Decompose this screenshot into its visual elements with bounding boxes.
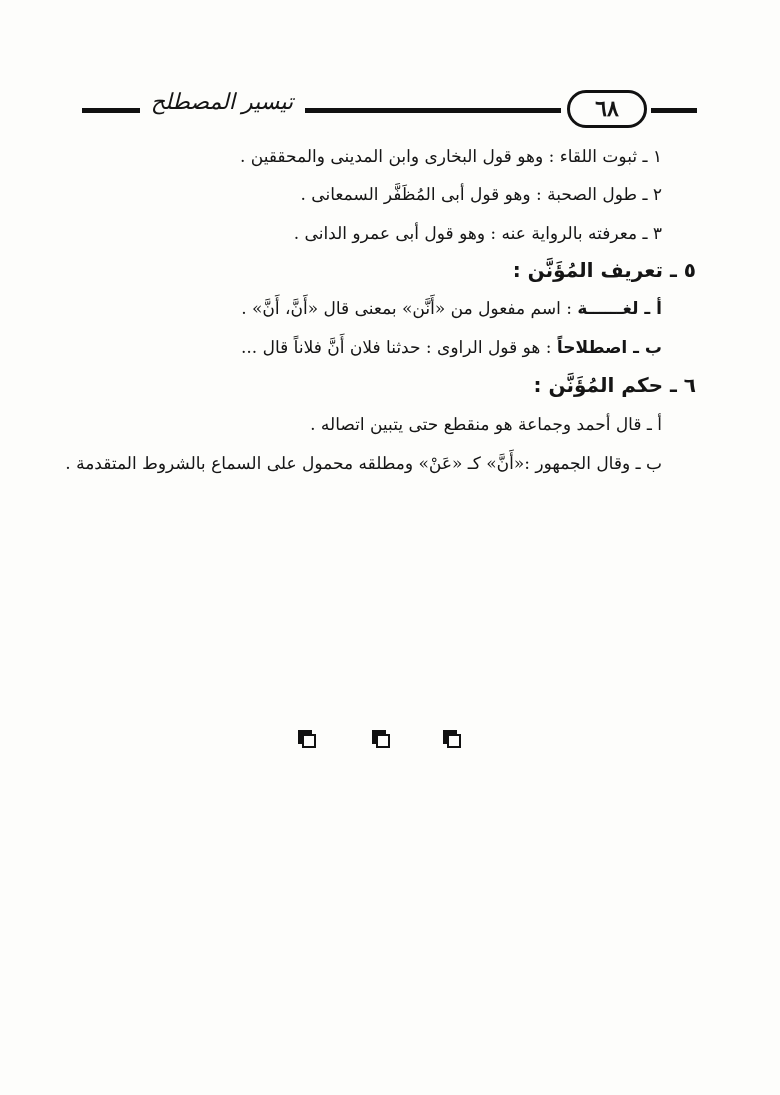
section-heading: ٦ ـ حكم المُؤَنَّن : — [533, 373, 696, 397]
section-heading: ٥ ـ تعريف المُؤَنَّن : — [512, 258, 696, 282]
list-item: ٣ ـ معرفته بالرواية عنه : وهو قول أبى عمرو الدانى . — [293, 224, 662, 244]
definition-label: أ ـ لغــــــة — [577, 299, 662, 319]
header-rule — [305, 108, 561, 113]
header-rule — [82, 108, 140, 113]
list-item: ب ـ وقال الجمهور :«أَنَّ» كـ «عَنْ» ومطلقه محمول على السماع بالشروط المتقدمة . — [65, 454, 662, 474]
page-number: ٦٨ — [567, 90, 647, 128]
definition-line — [241, 336, 662, 360]
definition-line — [241, 297, 662, 321]
definition-text: : اسم مفعول من «أَنَّن» بمعنى قال «أَنَّ، أَنَّ» . — [241, 299, 572, 319]
list-item: أ ـ قال أحمد وجماعة هو منقطع حتى يتبين اتصاله . — [310, 415, 662, 435]
section-end-ornaments — [298, 730, 468, 752]
square-ornament-icon — [372, 730, 388, 746]
list-item: ١ ـ ثبوت اللقاء : وهو قول البخارى وابن المدينى والمحققين . — [239, 147, 662, 167]
square-ornament-icon — [298, 730, 314, 746]
list-item: ٢ ـ طول الصحبة : وهو قول أبى المُظَفَّر السمعانى . — [300, 185, 662, 205]
page-header — [0, 84, 780, 134]
running-title: تيسير المصطلح — [150, 90, 294, 115]
header-rule — [651, 108, 697, 113]
definition-label: ب ـ اصطلاحاً — [556, 338, 662, 358]
definition-text: : هو قول الراوى : حدثنا فلان أَنَّ فلاناً قال ... — [240, 338, 552, 358]
square-ornament-icon — [443, 730, 459, 746]
